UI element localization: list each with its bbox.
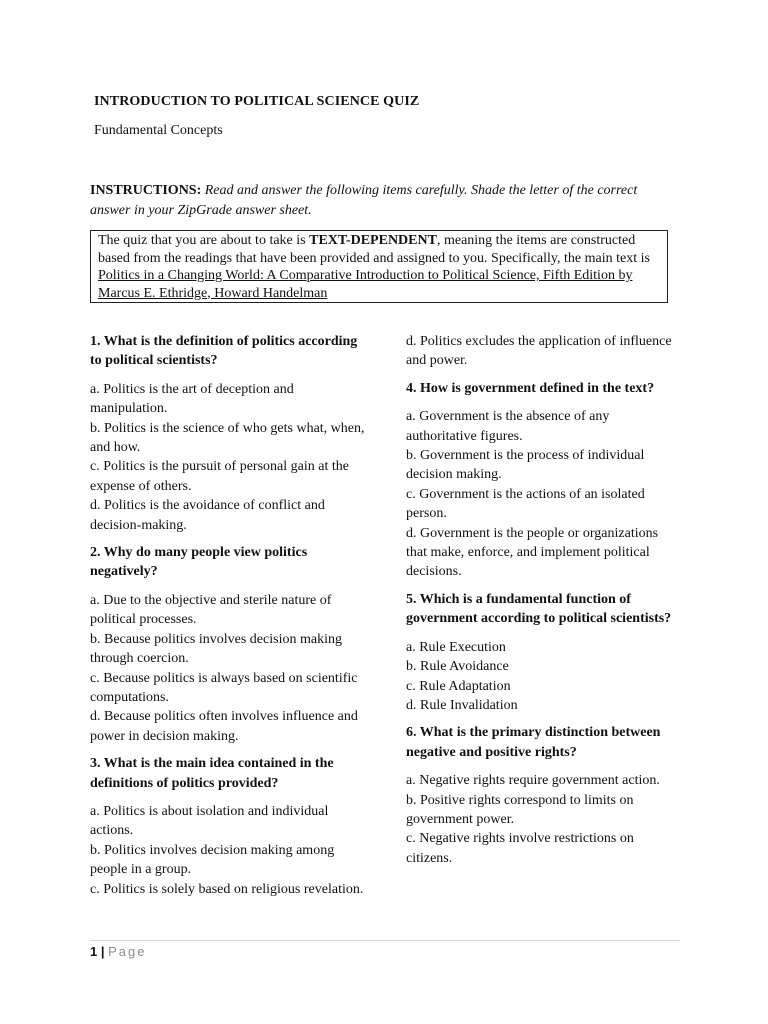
answer-option: c. Government is the actions of an isolated person.	[406, 486, 645, 522]
answer-option: a. Negative rights require government action.	[406, 773, 660, 789]
answer-option: a. Government is the absence of any authoritative figures.	[406, 409, 610, 444]
answer-option: b. Because politics involves decision making through coercion.	[90, 631, 342, 667]
note-text-start: The quiz that you are about to take is	[98, 233, 310, 248]
page-separator: |	[97, 944, 109, 959]
answer-option: a. Due to the objective and sterile nature of political processes.	[90, 592, 332, 628]
note-reference: Politics in a Changing World: A Comparative Introduction to Political Science, Fifth Edition by Marcus E. Ethridge, Howard Handelman	[98, 268, 633, 301]
note-emphasis: TEXT-DEPENDENT	[309, 233, 437, 248]
question-text: 4. How is government defined in the text?	[406, 380, 655, 396]
answer-option: b. Government is the process of individual decision making.	[406, 448, 645, 483]
answer-option: d. Politics is the avoidance of conflict and decision-making.	[90, 498, 325, 533]
answer-option: b. Politics involves decision making among people in a group.	[90, 842, 335, 878]
answer-option: d. Government is the people or organizations that make, enforce, and implement political decisions.	[406, 525, 659, 580]
instructions	[90, 181, 670, 221]
answer-option: d. Politics excludes the application of influence and power.	[406, 334, 672, 369]
page-number: 1	[90, 944, 98, 959]
answer-option: a. Politics is the art of deception and manipulation.	[90, 381, 294, 417]
question-2	[90, 543, 365, 746]
answer-option: b. Politics is the science of who gets what, when, and how.	[90, 420, 365, 456]
answer-option: a. Rule Execution	[406, 639, 506, 655]
footer-divider	[90, 940, 680, 941]
question-text: 5. Which is a fundamental function of government according to political scientists?	[406, 591, 672, 627]
left-column	[90, 332, 365, 907]
question-text: 2. Why do many people view politics negatively?	[90, 545, 308, 580]
question-5	[406, 590, 682, 715]
answer-option: c. Rule Adaptation	[406, 678, 511, 694]
question-4	[406, 379, 682, 582]
instructions-label: INSTRUCTIONS:	[90, 183, 202, 198]
quiz-subtitle: Fundamental Concepts	[94, 123, 223, 138]
text-dependent-note-box	[90, 230, 668, 303]
answer-option: c. Politics is the pursuit of personal gain at the expense of others.	[90, 459, 349, 494]
answer-option: d. Rule Invalidation	[406, 697, 518, 713]
question-text: 6. What is the primary distinction between negative and positive rights?	[406, 725, 661, 760]
note-text-middle: , meaning the items are constructed based from the readings that have been provided and assigned to you. Specifically, the main text is	[98, 233, 650, 266]
answer-option: d. Because politics often involves influence and power in decision making.	[90, 709, 358, 744]
question-6	[406, 723, 682, 868]
instructions-text: Read and answer the following items carefully. Shade the letter of the correct answer in your ZipGrade answer sheet.	[90, 183, 638, 218]
answer-option: b. Rule Avoidance	[406, 659, 509, 675]
right-column	[406, 332, 682, 876]
question-3	[90, 754, 365, 899]
answer-option: a. Politics is about isolation and individual actions.	[90, 803, 329, 839]
page-footer	[90, 944, 146, 959]
question-text: 3. What is the main idea contained in the definitions of politics provided?	[90, 756, 334, 791]
quiz-title: INTRODUCTION TO POLITICAL SCIENCE QUIZ	[94, 94, 420, 109]
answer-option: b. Positive rights correspond to limits on government power.	[406, 792, 634, 827]
page-label: Page	[108, 944, 147, 959]
answer-option: c. Because politics is always based on scientific computations.	[90, 670, 358, 705]
answer-option: c. Politics is solely based on religious revelation.	[90, 881, 364, 897]
question-1	[90, 332, 365, 535]
answer-option: c. Negative rights involve restrictions on citizens.	[406, 831, 634, 866]
question-text: 1. What is the definition of politics according to political scientists?	[90, 334, 358, 369]
